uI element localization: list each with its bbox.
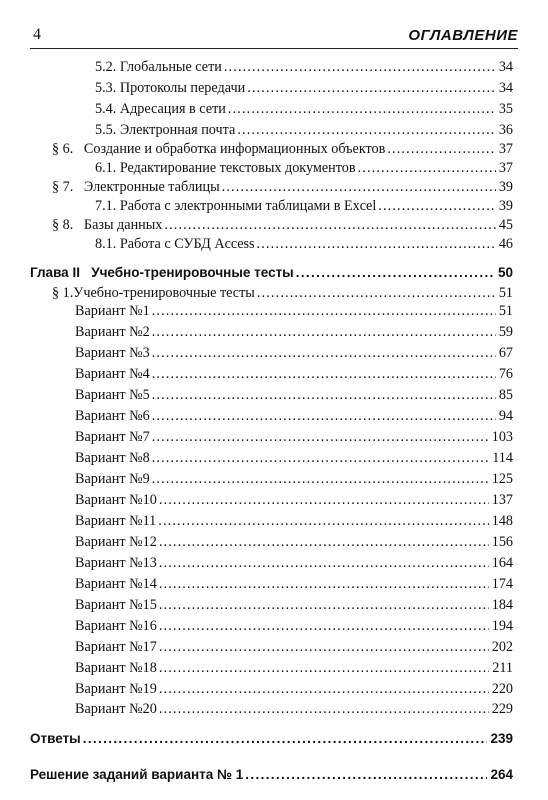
- toc-entry: [95, 79, 513, 97]
- toc-entry-title: 5.3. Протоколы передачи: [95, 80, 246, 96]
- toc-entry: [30, 766, 513, 784]
- toc-entry-page: 156: [491, 534, 513, 550]
- toc-entry-page: 67: [498, 345, 513, 361]
- toc-entry-title: Вариант №7: [75, 429, 150, 445]
- toc-entry-page: 39: [498, 198, 513, 214]
- toc-entry: [52, 178, 513, 196]
- toc-entry-title: Вариант №17: [75, 639, 157, 655]
- toc-entry-page: 103: [491, 429, 513, 445]
- toc-entry-title: Вариант №14: [75, 576, 157, 592]
- toc-entry-page: 34: [498, 59, 513, 75]
- toc-entry-page: 51: [498, 303, 513, 319]
- dot-leader: [245, 766, 487, 784]
- toc-entry-page: 164: [491, 555, 513, 571]
- toc-entry-title: Вариант №13: [75, 555, 157, 571]
- toc-entry: [75, 575, 513, 593]
- toc-entry: [75, 680, 513, 698]
- toc-entry-title: 7.1. Работа с электронными таблицами в Excel: [95, 198, 377, 214]
- toc-entry: [95, 58, 513, 76]
- dot-leader: [152, 344, 496, 362]
- toc-entry-page: 148: [491, 513, 513, 529]
- dot-leader: [159, 659, 489, 677]
- toc-entry-title: Вариант №4: [75, 366, 150, 382]
- toc-entry-title: § 8. Базы данных: [52, 217, 163, 233]
- toc-entry-page: 229: [491, 701, 513, 717]
- toc-entry-title: § 1.Учебно-тренировочные тесты: [52, 285, 255, 301]
- toc-entry-page: 174: [491, 576, 513, 592]
- toc-entry-title: Вариант №11: [75, 513, 157, 529]
- toc-entry-title: Вариант №10: [75, 492, 157, 508]
- dot-leader: [257, 284, 496, 302]
- toc-entry-page: 184: [491, 597, 513, 613]
- toc-entry: [75, 659, 513, 677]
- dot-leader: [228, 100, 496, 118]
- toc-entry-page: 202: [491, 639, 513, 655]
- toc-entry-page: 46: [498, 236, 513, 252]
- toc-entry: [75, 596, 513, 614]
- toc-entry-title: 5.2. Глобальные сети: [95, 59, 222, 75]
- toc-entry-title: Вариант №15: [75, 597, 157, 613]
- dot-leader: [159, 554, 489, 572]
- dot-leader: [152, 386, 496, 404]
- dot-leader: [152, 428, 489, 446]
- toc-entry: [75, 449, 513, 467]
- toc-entry: [75, 323, 513, 341]
- toc-entry-title: Вариант №3: [75, 345, 150, 361]
- toc-entry: [75, 617, 513, 635]
- dot-leader: [152, 323, 496, 341]
- dot-leader: [152, 302, 496, 320]
- toc-entry-title: Вариант №6: [75, 408, 150, 424]
- toc-entry-page: 37: [498, 141, 513, 157]
- toc-entry-page: 76: [498, 366, 513, 382]
- toc-entry-page: 34: [498, 80, 513, 96]
- toc-entry-page: 220: [491, 681, 513, 697]
- dot-leader: [159, 533, 489, 551]
- dot-leader: [222, 178, 496, 196]
- toc-entry-page: 239: [490, 731, 513, 746]
- toc-entry-page: 94: [498, 408, 513, 424]
- toc-entry: [95, 159, 513, 177]
- toc-entry: [75, 302, 513, 320]
- dot-leader: [152, 407, 496, 425]
- toc-entry: [75, 407, 513, 425]
- toc-entry: [75, 491, 513, 509]
- toc-entry-title: Вариант №5: [75, 387, 150, 403]
- toc-entry-title: Вариант №2: [75, 324, 150, 340]
- dot-leader: [159, 575, 489, 593]
- dot-leader: [83, 730, 488, 748]
- toc-entry-title: Вариант №9: [75, 471, 150, 487]
- toc-entry-page: 59: [498, 324, 513, 340]
- toc-entry: [75, 470, 513, 488]
- dot-leader: [296, 264, 495, 282]
- toc-entry: [75, 512, 513, 530]
- dot-leader: [387, 140, 495, 158]
- dot-leader: [224, 58, 496, 76]
- page-header: [30, 26, 518, 49]
- toc-entry-title: Вариант №18: [75, 660, 157, 676]
- toc-entry-page: 39: [498, 179, 513, 195]
- dot-leader: [378, 197, 496, 215]
- toc-entry: [75, 554, 513, 572]
- toc-entry-page: 137: [491, 492, 513, 508]
- toc-entry-title: 5.4. Адресация в сети: [95, 101, 226, 117]
- toc-entry-title: Вариант №20: [75, 701, 157, 717]
- toc-entry-title: § 6. Создание и обработка информационных объектов: [52, 141, 386, 157]
- dot-leader: [159, 700, 489, 718]
- toc-entry: [75, 344, 513, 362]
- toc-entry-title: 5.5. Электронная почта: [95, 122, 236, 138]
- toc-entry-title: Глава II Учебно-тренировочные тесты: [30, 265, 294, 280]
- toc-entry: [95, 121, 513, 139]
- dot-leader: [159, 596, 489, 614]
- toc-entry-title: Вариант №1: [75, 303, 150, 319]
- dot-leader: [159, 491, 489, 509]
- toc-entry-title: Ответы: [30, 731, 81, 746]
- toc-entry-title: Вариант №12: [75, 534, 157, 550]
- toc-entry: [75, 700, 513, 718]
- toc-entry-title: Вариант №16: [75, 618, 157, 634]
- toc-entry-title: Вариант №19: [75, 681, 157, 697]
- dot-leader: [152, 449, 490, 467]
- dot-leader: [247, 79, 496, 97]
- toc-entry-title: Вариант №8: [75, 450, 150, 466]
- toc-entry: [52, 140, 513, 158]
- toc-entry: [75, 638, 513, 656]
- dot-leader: [237, 121, 495, 139]
- page-title: ОГЛАВЛЕНИЕ: [408, 27, 518, 44]
- toc-entry-page: 194: [491, 618, 513, 634]
- toc-entry-page: 36: [498, 122, 513, 138]
- dot-leader: [159, 680, 489, 698]
- toc-entry-page: 114: [492, 450, 513, 466]
- dot-leader: [152, 365, 496, 383]
- toc-entry: [52, 284, 513, 302]
- toc-entry: [95, 235, 513, 253]
- toc-entry: [95, 100, 513, 118]
- toc-entry-page: 125: [491, 471, 513, 487]
- toc-entry-page: 51: [498, 285, 513, 301]
- toc-entry: [30, 264, 513, 282]
- toc-entry-title: 6.1. Редактирование текстовых документов: [95, 160, 356, 176]
- toc-entry: [75, 428, 513, 446]
- dot-leader: [159, 638, 489, 656]
- toc-entry: [95, 197, 513, 215]
- toc-entry-page: 85: [498, 387, 513, 403]
- toc-entry-title: § 7. Электронные таблицы: [52, 179, 220, 195]
- toc-entry: [52, 216, 513, 234]
- toc-entry: [75, 533, 513, 551]
- toc-entry: [75, 386, 513, 404]
- dot-leader: [257, 235, 496, 253]
- toc-entry-page: 264: [490, 767, 513, 782]
- dot-leader: [152, 470, 489, 488]
- dot-leader: [158, 512, 488, 530]
- page-number: 4: [33, 26, 41, 43]
- dot-leader: [358, 159, 496, 177]
- dot-leader: [164, 216, 495, 234]
- toc-entry-page: 45: [498, 217, 513, 233]
- toc-entry-title: 8.1. Работа с СУБД Access: [95, 236, 255, 252]
- toc-entry-page: 37: [498, 160, 513, 176]
- dot-leader: [159, 617, 489, 635]
- toc-entry-page: 50: [497, 265, 513, 280]
- toc-entry-page: 35: [498, 101, 513, 117]
- toc-entry: [30, 730, 513, 748]
- toc-entry-page: 211: [492, 660, 513, 676]
- toc-entry: [75, 365, 513, 383]
- toc-entry-title: Решение заданий варианта № 1: [30, 767, 244, 782]
